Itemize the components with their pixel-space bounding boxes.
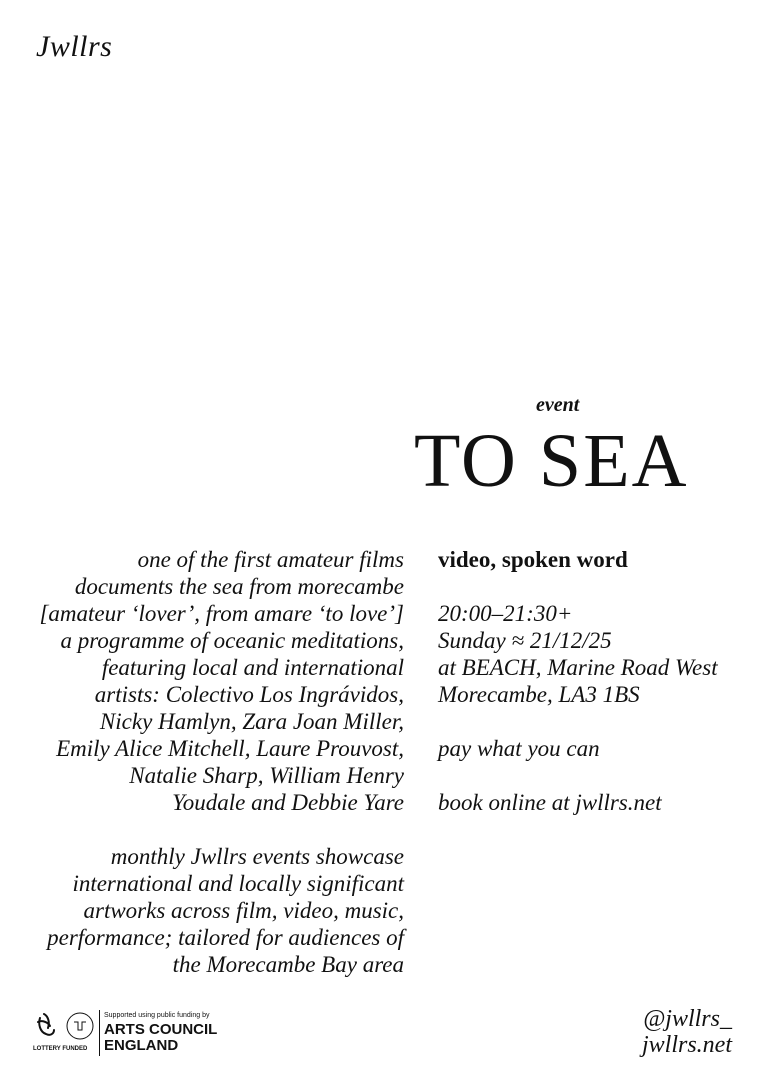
description-line: a programme of oceanic meditations,: [60, 628, 404, 653]
description-paragraph-2: [14, 843, 404, 978]
description-line: Nicky Hamlyn, Zara Joan Miller,: [99, 709, 404, 734]
social-handle[interactable]: @jwllrs_: [643, 1006, 732, 1032]
funding-note: Supported using public funding by: [104, 1012, 210, 1019]
funder-line-1: ARTS COUNCIL: [104, 1021, 218, 1038]
event-venue-line-1: at BEACH, Marine Road West: [438, 655, 718, 680]
event-description: [14, 546, 404, 978]
description-line: international and locally significant: [72, 871, 404, 896]
event-categories: video, spoken word: [438, 547, 628, 572]
description-line: featuring local and international: [101, 655, 404, 680]
social-links: [642, 1006, 732, 1058]
event-booking: book online at jwllrs.net: [438, 790, 662, 815]
funder-name: [104, 1022, 217, 1054]
event-time: 20:00–21:30+: [438, 601, 573, 626]
brand-logo: Jwllrs: [36, 30, 113, 63]
description-line: Emily Alice Mitchell, Laure Prouvost,: [56, 736, 404, 761]
lottery-funded-label: LOTTERY FUNDED: [33, 1046, 88, 1052]
description-line: artists: Colectivo Los Ingrávidos,: [94, 682, 404, 707]
description-line: Natalie Sharp, William Henry: [129, 763, 404, 788]
website-link[interactable]: jwllrs.net: [641, 1032, 732, 1058]
description-line: the Morecambe Bay area: [172, 952, 404, 977]
funder-line-2: ENGLAND: [104, 1037, 179, 1054]
description-line: performance; tailored for audiences of: [47, 925, 404, 950]
event-venue-line-2: Morecambe, LA3 1BS: [438, 682, 640, 707]
description-line: artworks across film, video, music,: [83, 898, 404, 923]
event-kicker: event: [536, 394, 580, 416]
description-line: documents the sea from morecambe: [74, 574, 404, 599]
arts-council-seal-icon: [67, 1013, 93, 1039]
description-paragraph-1: [14, 546, 404, 816]
description-line: one of the first amateur films: [137, 547, 404, 572]
crossed-fingers-icon: [38, 1014, 54, 1035]
event-date: Sunday ≈ 21/12/25: [438, 628, 612, 653]
footer-divider: [99, 1010, 100, 1056]
event-title: TO SEA: [414, 419, 689, 503]
event-price: pay what you can: [438, 736, 600, 761]
event-details: [438, 546, 758, 816]
description-line: Youdale and Debbie Yare: [172, 790, 404, 815]
description-line: [amateur ‘lover’, from amare ‘to love’]: [39, 601, 404, 626]
description-line: monthly Jwllrs events showcase: [110, 844, 404, 869]
